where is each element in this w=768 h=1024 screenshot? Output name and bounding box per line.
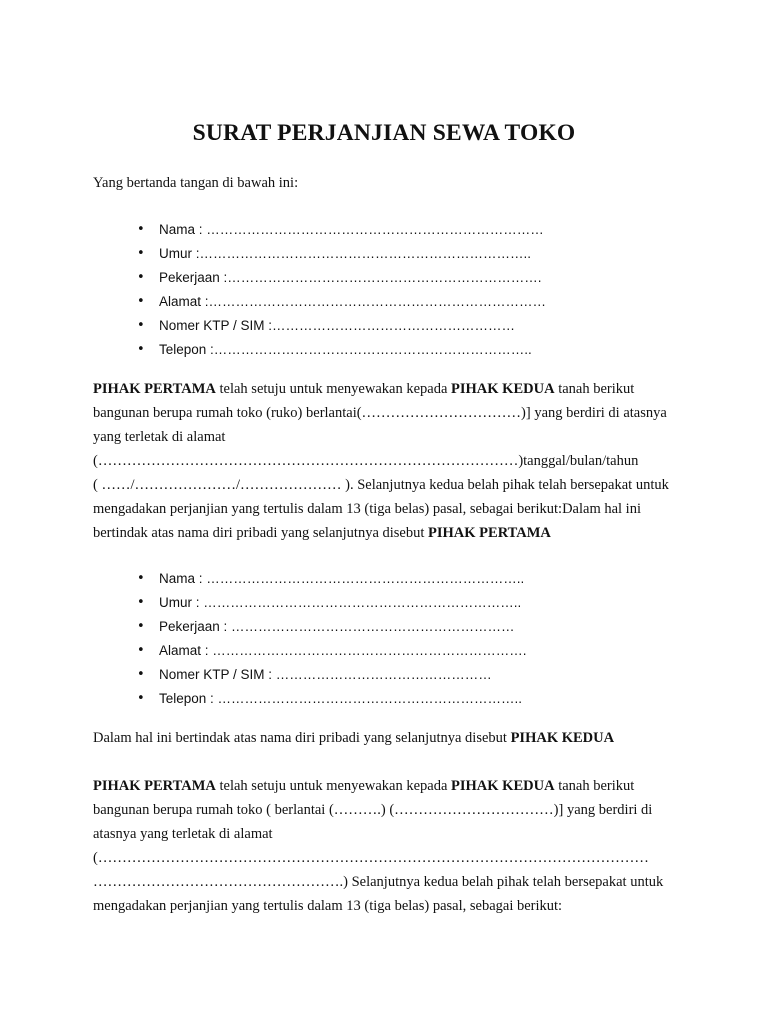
bold-pihak-pertama: PIHAK PERTAMA <box>93 381 216 397</box>
party-two-statement: Dalam hal ini bertindak atas nama diri pribadi yang selanjutnya disebut PIHAK KEDUA <box>93 730 615 746</box>
field-umur: • Umur : …………………………………………………………….. <box>159 595 521 610</box>
agreement-paragraph-1: PIHAK PERTAMA telah setuju untuk menyewakan kepada PIHAK KEDUA tanah berikut bangunan berupa rumah toko (ruko) berlantai(……………………………)] yang berdiri di atasnya yang terletak di alamat (……………………………………………………………………………)tanggal/bulan/tahun ( ……/…………………/………………… ). Selanjutnya kedua belah pihak telah bersepakat untuk mengadakan perjanjian yang tertulis dalam 13 (tiga belas) pasal, sebagai berikut:Dalam hal ini bertindak atas nama diri pribadi yang selanjutnya disebut PIHAK PERTAMA <box>93 381 669 541</box>
field-nama: • Nama : …………………………………………………………….. <box>159 571 524 586</box>
field-ktp-sim: • Nomer KTP / SIM :……………………………………………… <box>159 318 515 333</box>
document-title: SURAT PERJANJIAN SEWA TOKO <box>192 120 576 146</box>
bold-pihak-pertama: PIHAK PERTAMA <box>428 525 551 541</box>
agreement-paragraph-2: PIHAK PERTAMA telah setuju untuk menyewakan kepada PIHAK KEDUA tanah berikut bangunan berupa rumah toko ( berlantai (……….) (……………………………)] yang berdiri di atasnya yang terletak di alamat (…………………………………………………………………………………………………… …………………………………………….) Selanjutnya kedua belah pihak telah bersepakat untuk mengadakan perjanjian yang tertulis dalam 13 (tiga belas) pasal, sebagai berikut: <box>93 778 664 914</box>
field-telepon: • Telepon :…………………………………………………………….. <box>159 342 532 357</box>
intro-text: Yang bertanda tangan di bawah ini: <box>93 175 299 191</box>
field-telepon: • Telepon : ………………………………………………………….. <box>159 691 522 706</box>
field-nama: • Nama : ………………………………………………………………… <box>159 222 544 237</box>
field-pekerjaan: • Pekerjaan : ……………………………………………………… <box>159 619 515 634</box>
bold-pihak-kedua: PIHAK KEDUA <box>451 778 555 794</box>
field-ktp-sim: • Nomer KTP / SIM : ………………………………………… <box>159 667 492 682</box>
field-alamat: • Alamat : ……………………………………………………………. <box>159 643 527 658</box>
bold-pihak-kedua: PIHAK KEDUA <box>510 730 615 746</box>
bold-pihak-kedua: PIHAK KEDUA <box>451 381 555 397</box>
field-umur: • Umur :……………………………………………………………….. <box>159 246 531 261</box>
field-pekerjaan: • Pekerjaan :……………………………………………………………. <box>159 270 542 285</box>
bold-pihak-pertama: PIHAK PERTAMA <box>93 778 216 794</box>
field-alamat: • Alamat :………………………………………………………………… <box>159 294 546 309</box>
